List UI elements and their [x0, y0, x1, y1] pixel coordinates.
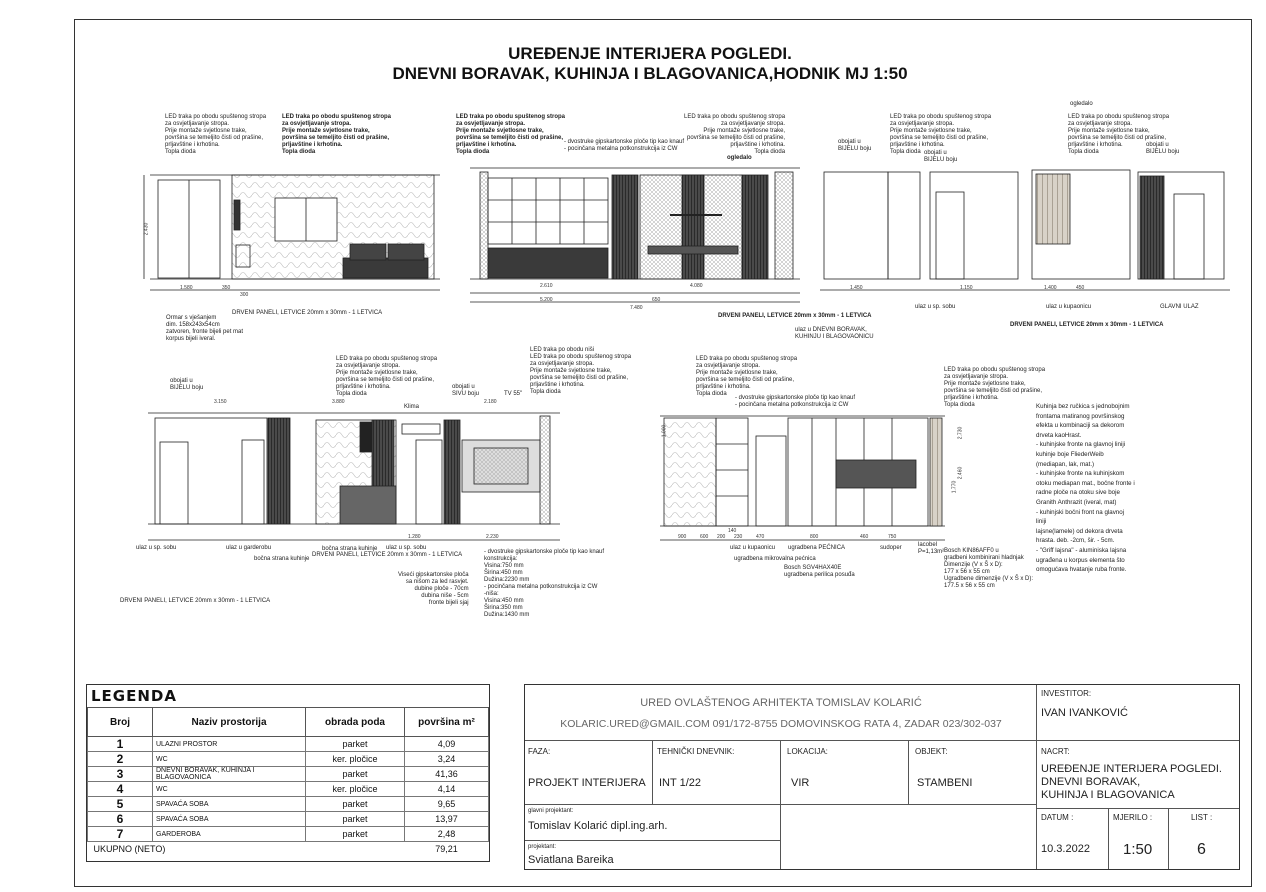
- dim-label: 7.480: [630, 305, 643, 311]
- title-line-1: UREĐENJE INTERIJERA POGLEDI.: [508, 44, 792, 63]
- dim-label: 3.150: [214, 399, 227, 405]
- dim-label: 2.230: [486, 534, 499, 540]
- note-gips-1: - dvostruke gipskartonske ploče tip kao knauf - pocinčana metalna potkonstrukcija iz CW: [564, 139, 685, 152]
- note-obojati-2: obojati u BIJELU boju: [924, 150, 958, 163]
- nacrt-label: NACRT:: [1041, 747, 1070, 756]
- lokacija-value: VIR: [791, 777, 810, 789]
- faza-cell: [525, 741, 653, 805]
- note-obojati-1: obojati u BIJELU boju: [838, 139, 872, 152]
- table-row: [88, 767, 489, 782]
- note-ulaz-kup-1: ulaz u kupaonicu: [1046, 304, 1092, 310]
- mjerilo-label: MJERILO :: [1113, 813, 1153, 822]
- dim-label: 750: [888, 534, 897, 540]
- faza-label: FAZA:: [528, 747, 551, 756]
- legend-header-broj: Broj: [88, 708, 153, 737]
- note-gips-konstr: - dvostruke gipskartonske ploče tip kao knauf konstrukcija: Visina:750 mm Širina:450 mm Dužina:2230 mm - pocinčana metalna potkonstrukcija iz CW -niša: Visina:450 mm Širina:350 mm Dužina:1430 mm: [484, 549, 605, 618]
- row-name: SPAVAĆA SOBA: [153, 797, 306, 812]
- note-ormar: Ormar s vješanjem dim. 158x243x54cm zatvoren, fronte bijeli pet mat korpus bijeli iveral.: [166, 315, 244, 342]
- mjerilo-cell: [1109, 809, 1169, 869]
- row-name: WC: [153, 752, 306, 767]
- row-area: 4,14: [405, 782, 489, 797]
- dim-label: 1.450: [850, 285, 863, 291]
- row-num: 1: [88, 737, 153, 752]
- faza-value: PROJEKT INTERIJERA: [528, 777, 646, 789]
- row-area: 9,65: [405, 797, 489, 812]
- note-ulaz-dnevni: ulaz u DNEVNI BORAVAK, KUHINJU I BLAGOVAONICU: [795, 327, 874, 340]
- dim-label: 1.770: [951, 480, 958, 494]
- note-mikro: ugradbena mikrovalna pećnica: [734, 556, 816, 562]
- dim-label: 300: [240, 292, 249, 298]
- row-area: 3,24: [405, 752, 489, 767]
- note-lacobel: lacobel P=1,13m²: [918, 542, 945, 555]
- note-bosch-1: Bosch SGV4HAX40E ugradbena perilica posuđa: [784, 565, 855, 578]
- row-num: 6: [88, 812, 153, 827]
- note-sudoper: sudoper: [880, 545, 902, 551]
- row-floor: ker. pločice: [306, 782, 405, 797]
- dim-label: 1.000: [661, 424, 668, 438]
- title-block: [524, 684, 1240, 870]
- row-floor: parket: [306, 767, 405, 782]
- legend-total-label: UKUPNO (NETO): [88, 842, 405, 857]
- note-ulaz-gard: ulaz u garderobu: [226, 545, 272, 551]
- row-num: 7: [88, 827, 153, 842]
- datum-value: 10.3.2022: [1041, 843, 1090, 855]
- projektant-value: Sviatlana Bareika: [528, 854, 614, 866]
- dim-label: 2.610: [540, 283, 553, 289]
- note-obojati-5: obojati u SIVU boju: [452, 384, 480, 397]
- note-led-3: LED traka po obodu spuštenog stropa za osvjetljavanje stropa. Prije montaže svjetlosne trake, površina se temeljito čisti od prašine, prljavštine i krhotina. Topla dioda: [456, 114, 566, 155]
- investitor-cell: [1037, 685, 1239, 741]
- glavni-value: Tomislav Kolarić dipl.ing.arh.: [528, 820, 668, 832]
- table-row: [88, 737, 489, 752]
- row-floor: parket: [306, 737, 405, 752]
- dim-label: 5.200: [540, 297, 553, 303]
- legend-header-row: [88, 708, 489, 737]
- note-ulaz-sp-1: ulaz u sp. sobu: [915, 304, 956, 310]
- legend-table: [86, 684, 490, 862]
- objekt-cell: [909, 741, 1037, 805]
- nacrt-cell: [1037, 741, 1239, 809]
- objekt-label: OBJEKT:: [915, 747, 948, 756]
- note-gips-2: - dvostruke gipskartonske ploče tip kao knauf - pocinčana metalna potkonstrukcija iz CW: [735, 395, 856, 408]
- investitor-label: INVESTITOR:: [1041, 689, 1092, 698]
- dim-label: 2.430: [143, 222, 150, 236]
- dim-label: 470: [756, 534, 765, 540]
- legend-header-obrada: obrada poda: [306, 708, 405, 737]
- dim-label: 1.400: [1044, 285, 1057, 291]
- note-bosch-2: Bosch KIN86AFF0 u gradbeni kombinirani hladnjak Dimenzije (V x Š x D): 177 x 56 x 55 cm Ugradbene dimenzije (V x Š x D): 177.5 x 56 x 55 cm: [944, 548, 1034, 589]
- dim-label: 2.730: [957, 426, 964, 440]
- table-row: [88, 812, 489, 827]
- row-area: 4,09: [405, 737, 489, 752]
- dim-label: 2.180: [484, 399, 497, 405]
- note-led-2: LED traka po obodu spuštenog stropa za osvjetljavanje stropa. Prije montaže svjetlosne trake, površina se temeljito čisti od prašine, prljavštine i krhotina. Topla dioda: [282, 114, 392, 155]
- row-name: GARDEROBA: [153, 827, 306, 842]
- row-name: WC: [153, 782, 306, 797]
- elevation-kitchen: [660, 416, 945, 540]
- row-floor: parket: [306, 797, 405, 812]
- objekt-value: STAMBENI: [917, 777, 973, 789]
- dim-label: 140: [728, 528, 737, 534]
- glavni-cell: [525, 805, 781, 841]
- note-drveni-3: DRVENI PANELI, LETVICE 20mm x 30mm - 1 LETVICA: [1010, 322, 1164, 328]
- office-cell: [525, 685, 1037, 741]
- note-led-7: LED traka po obodu spuštenog stropa za osvjetljavanje stropa. Prije montaže svjetlosne trake, površina se temeljito čisti od prašine, prljavštine i krhotina. Topla dioda: [336, 356, 438, 397]
- dim-label: 900: [678, 534, 687, 540]
- dnevnik-label: TEHNIČKI DNEVNIK:: [657, 747, 735, 756]
- dim-label: 600: [700, 534, 709, 540]
- row-name: ULAZNI PROSTOR: [153, 737, 306, 752]
- dim-label: 4.080: [690, 283, 703, 289]
- legend-total-value: 79,21: [405, 842, 489, 857]
- note-led-niša: LED traka po obodu niši LED traka po obodu spuštenog stropa za osvjetljavanje stropa. Prije montaže svjetlosne trake, površina se temeljito čisti od prašine, prljavštine i krhotina. Topla dioda: [530, 347, 632, 395]
- dim-label: 230: [734, 534, 743, 540]
- note-visec: Viseći gipskartonske ploča sa nišom za led rasvjet. dubine ploče - 70cm dubina niše - 5cm fronte bijeli sjaj: [398, 572, 469, 606]
- row-area: 2,48: [405, 827, 489, 842]
- dnevnik-cell: [653, 741, 781, 805]
- nacrt-value: UREĐENJE INTERIJERA POGLEDI. DNEVNI BORAVAK, KUHINJA I BLAGOVANICA: [1041, 763, 1222, 801]
- lokacija-label: LOKACIJA:: [787, 747, 828, 756]
- projektant-label: projektant:: [528, 844, 557, 850]
- row-area: 13,97: [405, 812, 489, 827]
- note-klima: Klima: [404, 404, 420, 410]
- note-led-9: LED traka po obodu spuštenog stropa za osvjetljavanje stropa. Prije montaže svjetlosne trake, površina se temeljito čisti od prašine, prljavštine i krhotina. Topla dioda: [944, 367, 1046, 408]
- note-ulaz-kup-2: ulaz u kupaonicu: [730, 545, 776, 551]
- dim-label: 800: [810, 534, 819, 540]
- dim-label: 460: [860, 534, 869, 540]
- datum-cell: [1037, 809, 1109, 869]
- table-row: [88, 782, 489, 797]
- list-cell: [1169, 809, 1239, 869]
- mjerilo-value: 1:50: [1123, 841, 1153, 858]
- note-obojati-3: obojati u BIJELU boju: [1146, 142, 1180, 155]
- row-name: DNEVNI BORAVAK, KUHINJA I BLAGOVAONICA: [153, 767, 306, 782]
- note-drveni-2: DRVENI PANELI, LETVICE 20mm x 30mm - 1 LETVICA: [718, 313, 872, 319]
- elevation-hallway: [820, 170, 1230, 290]
- dim-label: 3.880: [332, 399, 345, 405]
- list-label: LIST :: [1191, 813, 1213, 822]
- dnevnik-value: INT 1/22: [659, 777, 701, 789]
- legend-total-row: [88, 842, 489, 857]
- dim-label: 1.280: [408, 534, 421, 540]
- note-drveni-4: DRVENI PANELI, LETVICE 20mm x 30mm - 1 LETVICA: [312, 552, 463, 558]
- empty-cell: [781, 805, 1037, 869]
- note-drveni-5: DRVENI PANELI, LETVICE 20mm x 30mm - 1 LETVICA: [120, 598, 271, 604]
- note-glavni-ulaz: GLAVNI ULAZ: [1160, 304, 1199, 310]
- note-ogledalo-1: ogledalo: [727, 155, 752, 161]
- note-bocna-1: bočna strana kuhinje: [254, 556, 310, 562]
- legend-grid: [87, 707, 489, 856]
- glavni-label: glavni projektant:: [528, 808, 574, 814]
- dim-label: 200: [717, 534, 726, 540]
- dim-label: 1.580: [180, 285, 193, 291]
- row-num: 2: [88, 752, 153, 767]
- row-area: 41,36: [405, 767, 489, 782]
- note-obojati-4: obojati u BIJELU boju: [170, 378, 204, 391]
- dim-label: 450: [1076, 285, 1085, 291]
- note-led-1: LED traka po obodu spuštenog stropa za osvjetljavanje stropa. Prije montaže svjetlosne trake, površina se temeljito čisti od prašine, prljavštine i krhotina. Topla dioda: [165, 114, 267, 155]
- legend-title: LEGENDA: [91, 687, 177, 705]
- row-num: 4: [88, 782, 153, 797]
- note-bocna-2: bočna strana kuhinje: [322, 546, 378, 552]
- title-line-2: DNEVNI BORAVAK, KUHINJA I BLAGOVANICA,HODNIK MJ 1:50: [392, 64, 908, 83]
- row-floor: parket: [306, 827, 405, 842]
- note-led-4: LED traka po obodu spuštenog stropa za osvjetljavanje stropa. Prije montaže svjetlosne trake, površina se temeljito čisti od prašine, prljavštine i krhotina. Topla dioda: [684, 114, 786, 155]
- dim-label: 1.150: [960, 285, 973, 291]
- note-tv: TV 55": [504, 391, 523, 397]
- row-floor: parket: [306, 812, 405, 827]
- note-drveni-1: DRVENI PANELI, LETVICE 20mm x 30mm - 1 LETVICA: [232, 310, 383, 316]
- note-ulaz-sp-2: ulaz u sp. sobu: [136, 545, 177, 551]
- elevation-dining-room: [470, 168, 800, 302]
- projektant-cell: [525, 841, 781, 869]
- row-floor: ker. pločice: [306, 752, 405, 767]
- note-ulaz-sp-3: ulaz u sp. sobu: [386, 545, 427, 551]
- note-pecnica: ugradbena PEĆNICA: [788, 545, 846, 551]
- row-num: 5: [88, 797, 153, 812]
- note-kuhinja-spec: Kuhinja bez ručkica s jednobojnim frontama matiranog površinskog efekta u kombinaciji sa dekorom drveta kaoHrast. - kuhinjske fronte na glavnoj liniji kuhinje boje FliederWeib (mediapan, lak, mat.) - kuhinjske fronte na kuhinjskom otoku mediapan mat., bočne fronte i radne ploče na otoku sive boje Granith Anthrazit (iveral, mat) - kuhinjski bočni front na glavnoj liniji lajsne(lamele) od dekora drveta hrasta. deb. -2cm, šir. - 5cm. - "Griff lajsna" - aluminiska lajsna ugrađena u korpus elementa što omogućava hvatanje ruba fronte.: [1036, 403, 1135, 574]
- dim-label: 350: [222, 285, 231, 291]
- note-led-5: LED traka po obodu spuštenog stropa za osvjetljavanje stropa. Prije montaže svjetlosne trake, površina se temeljito čisti od prašine, prljavštine i krhotina. Topla dioda: [890, 114, 992, 155]
- note-led-6: LED traka po obodu spuštenog stropa za osvjetljavanje stropa. Prije montaže svjetlosne trake, površina se temeljito čisti od prašine, prljavštine i krhotina. Topla dioda: [1068, 114, 1170, 155]
- office-name: URED OVLAŠTENOG ARHITEKTA TOMISLAV KOLARIĆ: [640, 697, 922, 709]
- row-name: SPAVAĆA SOBA: [153, 812, 306, 827]
- lokacija-cell: [781, 741, 909, 805]
- table-row: [88, 797, 489, 812]
- office-contact: KOLARIC.URED@GMAIL.COM 091/172-8755 DOMOVINSKOG RATA 4, ZADAR 023/302-037: [560, 718, 1002, 730]
- list-value: 6: [1197, 841, 1206, 858]
- note-ogledalo-2: ogledalo: [1070, 101, 1093, 107]
- legend-header-naziv: Naziv prostorija: [153, 708, 306, 737]
- row-num: 3: [88, 767, 153, 782]
- elevation-hallway-kitchen: [148, 413, 560, 540]
- elevation-living-room: [144, 175, 440, 290]
- table-row: [88, 827, 489, 842]
- datum-label: DATUM :: [1041, 813, 1074, 822]
- note-led-8: LED traka po obodu spuštenog stropa za osvjetljavanje stropa. Prije montaže svjetlosne trake, površina se temeljito čisti od prašine, prljavštine i krhotina. Topla dioda: [696, 356, 798, 397]
- legend-header-povrsina: površina m²: [405, 708, 489, 737]
- table-row: [88, 752, 489, 767]
- dim-label: 2.460: [957, 466, 964, 480]
- dim-label: 650: [652, 297, 661, 303]
- investitor-value: IVAN IVANKOVIĆ: [1041, 707, 1129, 719]
